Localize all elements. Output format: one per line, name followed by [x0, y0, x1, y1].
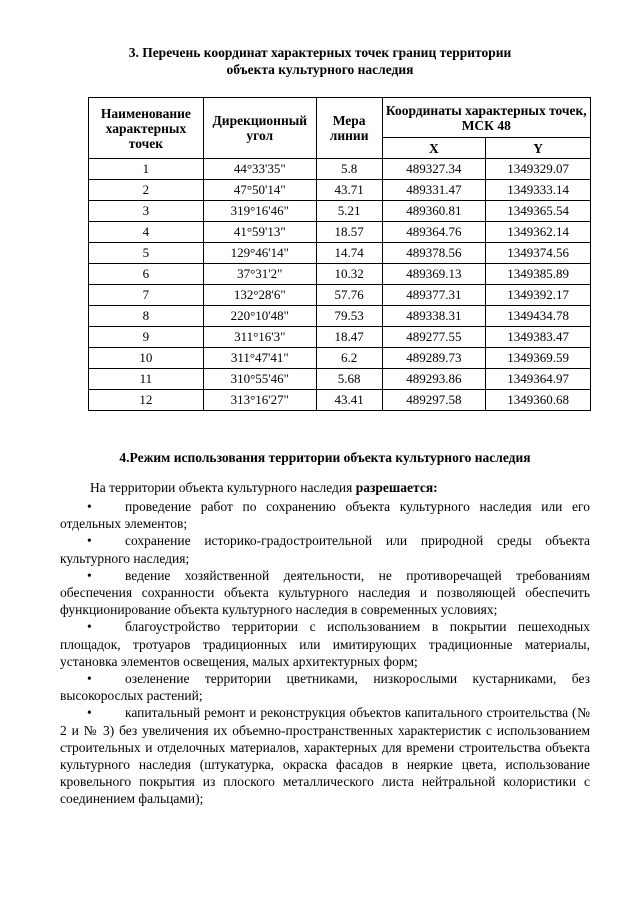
- cell-y: 1349385.89: [486, 264, 591, 285]
- cell-y: 1349360.68: [486, 390, 591, 411]
- list-item: [60, 670, 590, 704]
- table-row: [89, 285, 591, 306]
- cell-x: 489289.73: [382, 348, 486, 369]
- cell-point-number: 5: [89, 243, 204, 264]
- list-item-text: озеленение территории цветниками, низкорослыми кустарниками, без высокорослых растений;: [60, 671, 590, 704]
- intro-text: На территории объекта культурного наследия: [90, 480, 356, 495]
- cell-y: 1349333.14: [486, 180, 591, 201]
- list-item-text: капитальный ремонт и реконструкция объектов капитального строительства (№ 2 и № 3) без увеличения их объемно-пространственных характеристик с использованием строительных и отделочных материалов, характерных для времени строительства объекта культурного наследия (штукатурка, окраска фасадов в неяркие цвета, использование кровельного покрытия из плоского металлического листа нейтральной колористики с соединением фальцами);: [60, 705, 590, 807]
- cell-direction-angle: 311°16'3": [203, 327, 316, 348]
- cell-x: 489360.81: [382, 201, 486, 222]
- cell-x: 489378.56: [382, 243, 486, 264]
- cell-x: 489297.58: [382, 390, 486, 411]
- cell-x: 489331.47: [382, 180, 486, 201]
- list-item: [60, 532, 590, 566]
- cell-point-number: 3: [89, 201, 204, 222]
- list-item-text: проведение работ по сохранению объекта культурного наследия или его отдельных элементов;: [60, 499, 590, 532]
- bullet-icon: •: [87, 619, 92, 635]
- cell-direction-angle: 132°28'6": [203, 285, 316, 306]
- list-item-text: благоустройство территории с использованием в покрытии пешеходных площадок, тротуаров традиционных или имитирующих традиционные материалы, установка элементов освещения, малых архитектурных форм;: [60, 619, 590, 669]
- coordinates-table: [88, 97, 591, 411]
- cell-x: 489327.34: [382, 159, 486, 180]
- cell-direction-angle: 319°16'46": [203, 201, 316, 222]
- table-row: [89, 201, 591, 222]
- cell-direction-angle: 220°10'48": [203, 306, 316, 327]
- header-line-measure: Мера линии: [316, 98, 382, 159]
- bullet-icon: •: [87, 533, 92, 549]
- header-y: Y: [486, 138, 591, 159]
- header-coordinates: Координаты характерных точек, МСК 48: [382, 98, 590, 138]
- section-3-title-line-2: объекта культурного наследия: [226, 62, 414, 77]
- cell-point-number: 8: [89, 306, 204, 327]
- section-3-title-line-1: 3. Перечень координат характерных точек границ территории: [128, 45, 512, 60]
- cell-direction-angle: 313°16'27": [203, 390, 316, 411]
- table-row: [89, 348, 591, 369]
- cell-y: 1349364.97: [486, 369, 591, 390]
- cell-direction-angle: 41°59'13": [203, 222, 316, 243]
- section-3-title: [60, 44, 580, 78]
- cell-line-measure: 18.57: [316, 222, 382, 243]
- cell-x: 489369.13: [382, 264, 486, 285]
- cell-line-measure: 10.32: [316, 264, 382, 285]
- cell-y: 1349392.17: [486, 285, 591, 306]
- allowed-activities-list: [60, 498, 590, 808]
- cell-line-measure: 43.71: [316, 180, 382, 201]
- table-row: [89, 180, 591, 201]
- cell-point-number: 4: [89, 222, 204, 243]
- cell-y: 1349365.54: [486, 201, 591, 222]
- cell-point-number: 10: [89, 348, 204, 369]
- table-row: [89, 306, 591, 327]
- cell-point-number: 7: [89, 285, 204, 306]
- intro-bold-text: разрешается:: [355, 480, 438, 495]
- cell-point-number: 6: [89, 264, 204, 285]
- bullet-icon: •: [87, 705, 92, 721]
- list-item-text: сохранение историко-градостроительной или природной среды объекта культурного наследия;: [60, 533, 590, 566]
- table-row: [89, 243, 591, 264]
- cell-y: 1349329.07: [486, 159, 591, 180]
- cell-direction-angle: 310°55'46": [203, 369, 316, 390]
- cell-direction-angle: 311°47'41": [203, 348, 316, 369]
- table-row: [89, 222, 591, 243]
- table-row: [89, 159, 591, 180]
- cell-line-measure: 18.47: [316, 327, 382, 348]
- cell-point-number: 2: [89, 180, 204, 201]
- table-row: [89, 390, 591, 411]
- cell-point-number: 12: [89, 390, 204, 411]
- list-item: [60, 618, 590, 670]
- cell-line-measure: 79.53: [316, 306, 382, 327]
- cell-y: 1349374.56: [486, 243, 591, 264]
- cell-line-measure: 5.68: [316, 369, 382, 390]
- header-direction-angle: Дирекционный угол: [203, 98, 316, 159]
- cell-y: 1349383.47: [486, 327, 591, 348]
- cell-line-measure: 57.76: [316, 285, 382, 306]
- section-4-title: 4.Режим использования территории объекта культурного наследия: [119, 450, 531, 465]
- table-row: [89, 369, 591, 390]
- cell-line-measure: 5.8: [316, 159, 382, 180]
- table-row: [89, 264, 591, 285]
- cell-direction-angle: 37°31'2": [203, 264, 316, 285]
- cell-point-number: 11: [89, 369, 204, 390]
- cell-x: 489338.31: [382, 306, 486, 327]
- cell-x: 489377.31: [382, 285, 486, 306]
- cell-line-measure: 5.21: [316, 201, 382, 222]
- bullet-icon: •: [87, 671, 92, 687]
- cell-direction-angle: 44°33'35": [203, 159, 316, 180]
- cell-x: 489293.86: [382, 369, 486, 390]
- table-body: [89, 159, 591, 411]
- section-4-intro: [90, 479, 590, 496]
- cell-x: 489277.55: [382, 327, 486, 348]
- bullet-icon: •: [87, 499, 92, 514]
- list-item: [60, 498, 590, 532]
- cell-y: 1349362.14: [486, 222, 591, 243]
- cell-y: 1349434.78: [486, 306, 591, 327]
- cell-line-measure: 14.74: [316, 243, 382, 264]
- list-item: [60, 567, 590, 619]
- cell-x: 489364.76: [382, 222, 486, 243]
- cell-point-number: 9: [89, 327, 204, 348]
- cell-y: 1349369.59: [486, 348, 591, 369]
- bullet-icon: •: [87, 567, 92, 583]
- cell-line-measure: 6.2: [316, 348, 382, 369]
- list-item-text: ведение хозяйственной деятельности, не противоречащей требованиям обеспечения сохранности объекта культурного наследия и позволяющей обеспечить функционирование объекта культурного наследия в современных условиях;: [60, 567, 590, 618]
- cell-direction-angle: 129°46'14": [203, 243, 316, 264]
- cell-direction-angle: 47°50'14": [203, 180, 316, 201]
- list-item: [60, 704, 590, 807]
- cell-line-measure: 43.41: [316, 390, 382, 411]
- header-x: X: [382, 138, 486, 159]
- header-point-name: Наименование характерных точек: [89, 98, 204, 159]
- cell-point-number: 1: [89, 159, 204, 180]
- table-row: [89, 327, 591, 348]
